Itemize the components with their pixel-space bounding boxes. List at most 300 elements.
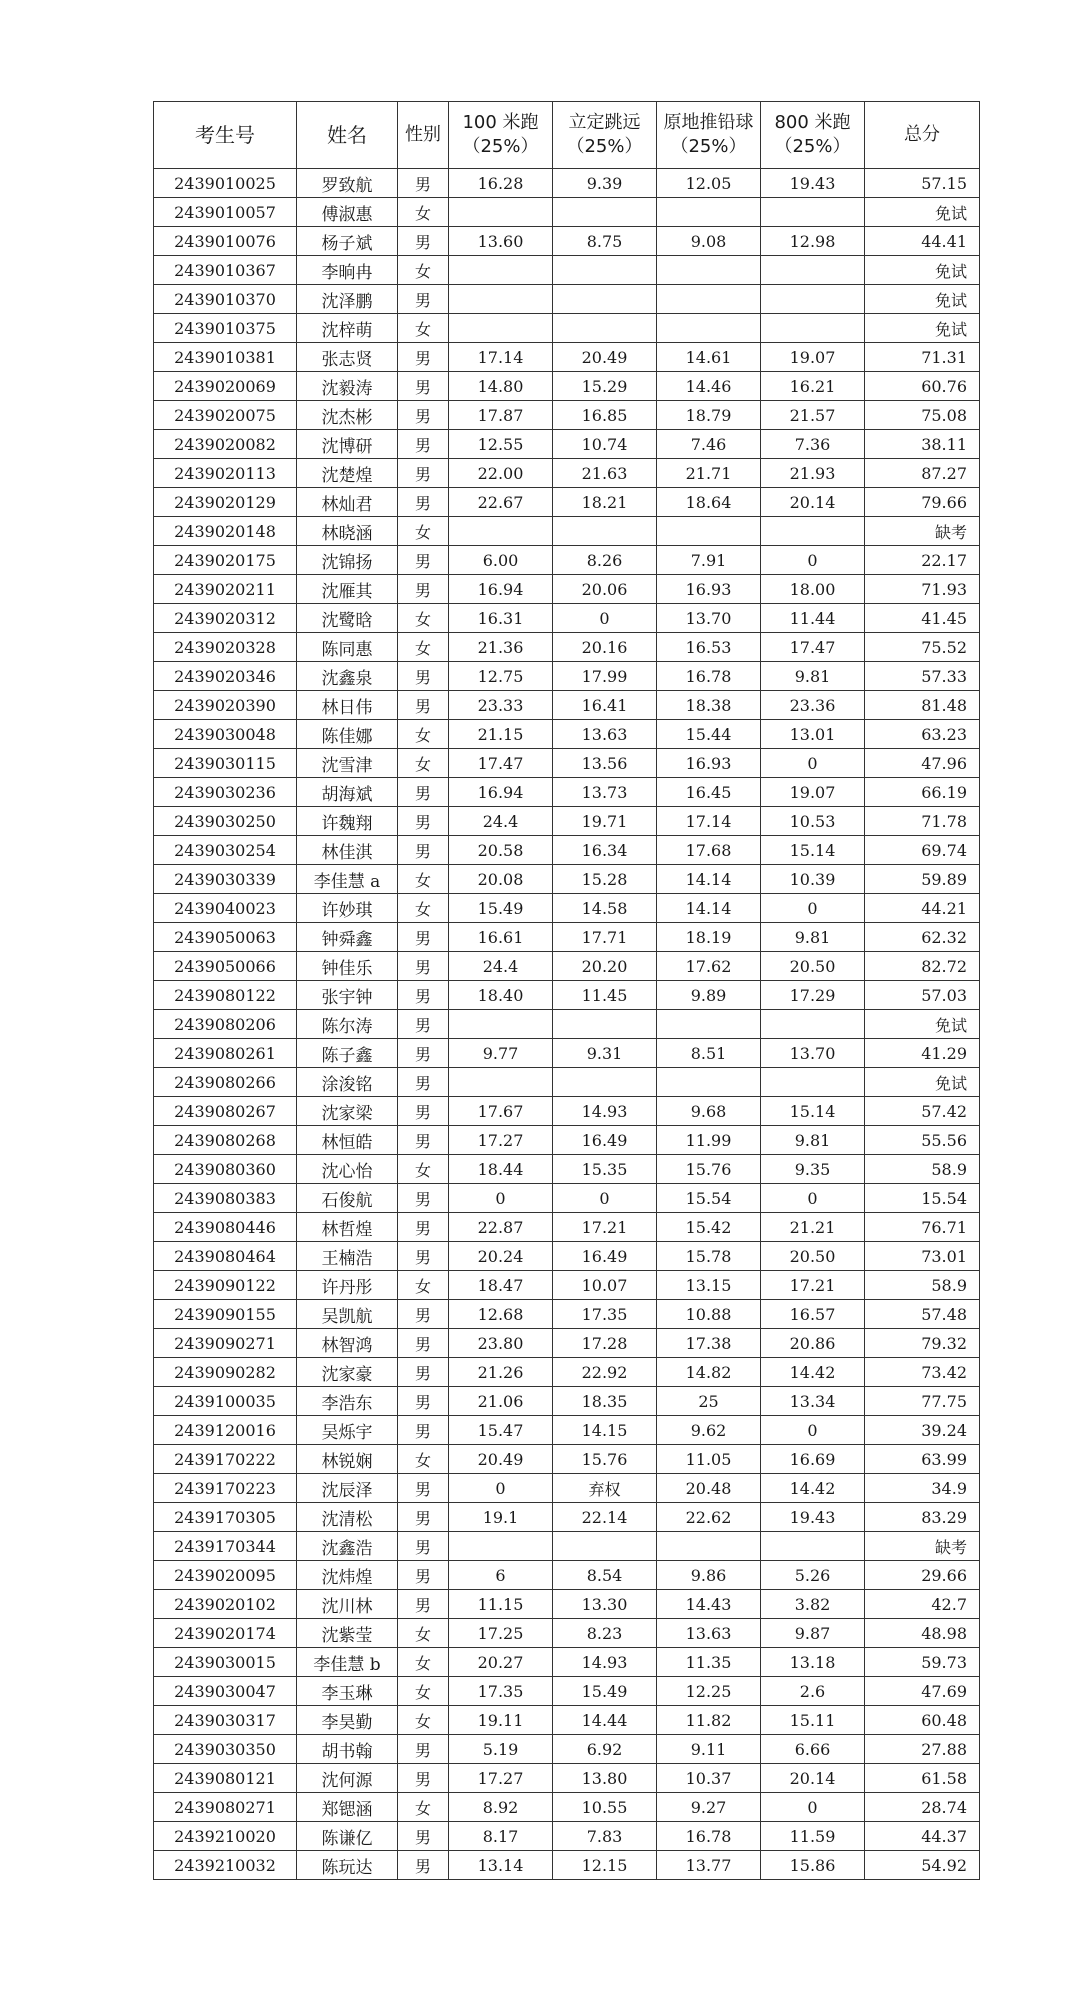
run100-cell: 17.14 xyxy=(449,343,553,372)
name-cell: 张志贤 xyxy=(297,343,398,372)
table-row xyxy=(154,1155,980,1184)
candidate-id-cell: 2439030115 xyxy=(154,749,297,778)
total-cell: 免试 xyxy=(865,1068,980,1097)
table-row xyxy=(154,807,980,836)
run800-cell: 0 xyxy=(761,1184,865,1213)
table-row xyxy=(154,981,980,1010)
jump-cell xyxy=(553,256,657,285)
total-cell: 81.48 xyxy=(865,691,980,720)
table-row xyxy=(154,343,980,372)
gender-cell: 女 xyxy=(398,604,449,633)
jump-cell: 0 xyxy=(553,604,657,633)
gender-cell: 女 xyxy=(398,720,449,749)
gender-cell: 男 xyxy=(398,1764,449,1793)
total-cell: 54.92 xyxy=(865,1851,980,1880)
candidate-id-cell: 2439020129 xyxy=(154,488,297,517)
shot-put-cell: 10.37 xyxy=(657,1764,761,1793)
shot-put-cell: 14.46 xyxy=(657,372,761,401)
gender-cell: 女 xyxy=(398,865,449,894)
total-cell: 57.03 xyxy=(865,981,980,1010)
run800-cell: 0 xyxy=(761,1416,865,1445)
header-name: 姓名 xyxy=(297,102,398,169)
run100-cell: 0 xyxy=(449,1184,553,1213)
gender-cell: 女 xyxy=(398,256,449,285)
name-cell: 胡书翰 xyxy=(297,1735,398,1764)
run800-cell: 20.14 xyxy=(761,1764,865,1793)
total-cell: 83.29 xyxy=(865,1503,980,1532)
gender-cell: 男 xyxy=(398,285,449,314)
table-row xyxy=(154,314,980,343)
run800-cell: 18.00 xyxy=(761,575,865,604)
gender-cell: 男 xyxy=(398,1851,449,1880)
total-cell: 71.78 xyxy=(865,807,980,836)
total-cell: 60.76 xyxy=(865,372,980,401)
run800-cell xyxy=(761,517,865,546)
candidate-id-cell: 2439080266 xyxy=(154,1068,297,1097)
total-cell: 87.27 xyxy=(865,459,980,488)
name-cell: 陈佳娜 xyxy=(297,720,398,749)
total-cell: 82.72 xyxy=(865,952,980,981)
table-row xyxy=(154,1416,980,1445)
gender-cell: 男 xyxy=(398,1416,449,1445)
candidate-id-cell: 2439030250 xyxy=(154,807,297,836)
run100-cell: 17.87 xyxy=(449,401,553,430)
table-header xyxy=(154,102,980,169)
shot-put-cell: 14.82 xyxy=(657,1358,761,1387)
candidate-id-cell: 2439010076 xyxy=(154,227,297,256)
run800-cell: 10.39 xyxy=(761,865,865,894)
table-row xyxy=(154,1184,980,1213)
candidate-id-cell: 2439170344 xyxy=(154,1532,297,1561)
shot-put-cell: 13.77 xyxy=(657,1851,761,1880)
shot-put-cell: 9.89 xyxy=(657,981,761,1010)
shot-put-cell: 15.78 xyxy=(657,1242,761,1271)
candidate-id-cell: 2439010057 xyxy=(154,198,297,227)
jump-cell: 14.44 xyxy=(553,1706,657,1735)
jump-cell: 22.92 xyxy=(553,1358,657,1387)
run800-cell: 17.21 xyxy=(761,1271,865,1300)
table-row xyxy=(154,1329,980,1358)
run100-cell: 16.31 xyxy=(449,604,553,633)
jump-cell: 6.92 xyxy=(553,1735,657,1764)
shot-put-cell: 15.54 xyxy=(657,1184,761,1213)
shot-put-cell: 22.62 xyxy=(657,1503,761,1532)
name-cell: 林日伟 xyxy=(297,691,398,720)
candidate-id-cell: 2439120016 xyxy=(154,1416,297,1445)
run100-cell: 21.26 xyxy=(449,1358,553,1387)
run800-cell: 13.34 xyxy=(761,1387,865,1416)
candidate-id-cell: 2439010025 xyxy=(154,169,297,198)
shot-put-cell: 17.14 xyxy=(657,807,761,836)
total-cell: 44.41 xyxy=(865,227,980,256)
run100-cell xyxy=(449,517,553,546)
candidate-id-cell: 2439080464 xyxy=(154,1242,297,1271)
total-cell: 79.66 xyxy=(865,488,980,517)
score-table xyxy=(153,101,980,1880)
run800-cell: 14.42 xyxy=(761,1474,865,1503)
table-row xyxy=(154,1097,980,1126)
run800-cell: 13.18 xyxy=(761,1648,865,1677)
gender-cell: 男 xyxy=(398,1503,449,1532)
total-cell: 59.73 xyxy=(865,1648,980,1677)
gender-cell: 男 xyxy=(398,227,449,256)
table-row xyxy=(154,633,980,662)
table-row xyxy=(154,1677,980,1706)
run100-cell: 6.00 xyxy=(449,546,553,575)
run800-cell: 16.21 xyxy=(761,372,865,401)
candidate-id-cell: 2439090155 xyxy=(154,1300,297,1329)
total-cell: 79.32 xyxy=(865,1329,980,1358)
run800-cell: 3.82 xyxy=(761,1590,865,1619)
name-cell: 傅淑惠 xyxy=(297,198,398,227)
jump-cell: 16.49 xyxy=(553,1126,657,1155)
name-cell: 罗致航 xyxy=(297,169,398,198)
run100-cell: 18.47 xyxy=(449,1271,553,1300)
total-cell: 42.7 xyxy=(865,1590,980,1619)
shot-put-cell xyxy=(657,198,761,227)
name-cell: 吴凯航 xyxy=(297,1300,398,1329)
total-cell: 41.45 xyxy=(865,604,980,633)
jump-cell: 8.23 xyxy=(553,1619,657,1648)
total-cell: 22.17 xyxy=(865,546,980,575)
run800-cell: 15.86 xyxy=(761,1851,865,1880)
jump-cell: 15.28 xyxy=(553,865,657,894)
gender-cell: 男 xyxy=(398,923,449,952)
shot-put-cell: 16.53 xyxy=(657,633,761,662)
shot-put-cell xyxy=(657,517,761,546)
jump-cell xyxy=(553,285,657,314)
total-cell: 免试 xyxy=(865,1010,980,1039)
header-shot-put: 原地推铅球（25%） xyxy=(657,102,761,169)
total-cell: 77.75 xyxy=(865,1387,980,1416)
shot-put-cell: 16.93 xyxy=(657,575,761,604)
run100-cell: 23.33 xyxy=(449,691,553,720)
jump-cell: 20.49 xyxy=(553,343,657,372)
gender-cell: 男 xyxy=(398,343,449,372)
run100-cell: 23.80 xyxy=(449,1329,553,1358)
name-cell: 李浩东 xyxy=(297,1387,398,1416)
name-cell: 林锐娴 xyxy=(297,1445,398,1474)
jump-cell: 9.31 xyxy=(553,1039,657,1068)
table-row xyxy=(154,488,980,517)
run800-cell: 0 xyxy=(761,546,865,575)
shot-put-cell: 11.35 xyxy=(657,1648,761,1677)
shot-put-cell: 25 xyxy=(657,1387,761,1416)
table-row xyxy=(154,1068,980,1097)
name-cell: 沈毅涛 xyxy=(297,372,398,401)
jump-cell: 15.29 xyxy=(553,372,657,401)
shot-put-cell: 20.48 xyxy=(657,1474,761,1503)
shot-put-cell: 15.42 xyxy=(657,1213,761,1242)
jump-cell: 0 xyxy=(553,1184,657,1213)
shot-put-cell: 16.78 xyxy=(657,662,761,691)
gender-cell: 男 xyxy=(398,1242,449,1271)
candidate-id-cell: 2439080360 xyxy=(154,1155,297,1184)
shot-put-cell: 14.14 xyxy=(657,894,761,923)
shot-put-cell: 17.62 xyxy=(657,952,761,981)
total-cell: 29.66 xyxy=(865,1561,980,1590)
candidate-id-cell: 2439080267 xyxy=(154,1097,297,1126)
table-row xyxy=(154,1648,980,1677)
run800-cell: 14.42 xyxy=(761,1358,865,1387)
total-cell: 73.42 xyxy=(865,1358,980,1387)
jump-cell: 19.71 xyxy=(553,807,657,836)
table-row xyxy=(154,1271,980,1300)
gender-cell: 女 xyxy=(398,1271,449,1300)
candidate-id-cell: 2439020113 xyxy=(154,459,297,488)
name-cell: 沈泽鹏 xyxy=(297,285,398,314)
jump-cell: 10.74 xyxy=(553,430,657,459)
run100-cell: 16.94 xyxy=(449,575,553,604)
total-cell: 75.08 xyxy=(865,401,980,430)
candidate-id-cell: 2439020069 xyxy=(154,372,297,401)
jump-cell: 20.20 xyxy=(553,952,657,981)
jump-cell: 16.34 xyxy=(553,836,657,865)
run100-cell: 17.27 xyxy=(449,1126,553,1155)
run100-cell: 19.1 xyxy=(449,1503,553,1532)
candidate-id-cell: 2439080446 xyxy=(154,1213,297,1242)
jump-cell: 13.30 xyxy=(553,1590,657,1619)
gender-cell: 男 xyxy=(398,1735,449,1764)
run100-cell xyxy=(449,1010,553,1039)
table-body xyxy=(154,169,980,1880)
run800-cell xyxy=(761,256,865,285)
run800-cell: 17.47 xyxy=(761,633,865,662)
jump-cell xyxy=(553,1010,657,1039)
table-row xyxy=(154,1242,980,1271)
shot-put-cell: 9.86 xyxy=(657,1561,761,1590)
table-row xyxy=(154,1358,980,1387)
gender-cell: 男 xyxy=(398,430,449,459)
shot-put-cell: 14.14 xyxy=(657,865,761,894)
gender-cell: 男 xyxy=(398,1561,449,1590)
jump-cell: 15.76 xyxy=(553,1445,657,1474)
name-cell: 许丹彤 xyxy=(297,1271,398,1300)
run100-cell: 20.08 xyxy=(449,865,553,894)
jump-cell: 17.71 xyxy=(553,923,657,952)
name-cell: 林恒皓 xyxy=(297,1126,398,1155)
table-row xyxy=(154,1532,980,1561)
shot-put-cell: 11.99 xyxy=(657,1126,761,1155)
gender-cell: 男 xyxy=(398,169,449,198)
run100-cell: 16.28 xyxy=(449,169,553,198)
jump-cell: 8.54 xyxy=(553,1561,657,1590)
name-cell: 石俊航 xyxy=(297,1184,398,1213)
name-cell: 沈博研 xyxy=(297,430,398,459)
jump-cell: 22.14 xyxy=(553,1503,657,1532)
name-cell: 李佳慧 a xyxy=(297,865,398,894)
candidate-id-cell: 2439210032 xyxy=(154,1851,297,1880)
jump-cell: 弃权 xyxy=(553,1474,657,1503)
shot-put-cell: 7.46 xyxy=(657,430,761,459)
total-cell: 15.54 xyxy=(865,1184,980,1213)
table-row xyxy=(154,517,980,546)
shot-put-cell: 7.91 xyxy=(657,546,761,575)
gender-cell: 男 xyxy=(398,546,449,575)
run100-cell: 9.77 xyxy=(449,1039,553,1068)
shot-put-cell: 14.43 xyxy=(657,1590,761,1619)
candidate-id-cell: 2439040023 xyxy=(154,894,297,923)
name-cell: 钟佳乐 xyxy=(297,952,398,981)
shot-put-cell: 15.76 xyxy=(657,1155,761,1184)
name-cell: 陈谦亿 xyxy=(297,1822,398,1851)
run100-cell: 12.68 xyxy=(449,1300,553,1329)
table-row xyxy=(154,604,980,633)
shot-put-cell: 9.68 xyxy=(657,1097,761,1126)
candidate-id-cell: 2439210020 xyxy=(154,1822,297,1851)
run100-cell: 22.67 xyxy=(449,488,553,517)
name-cell: 沈紫莹 xyxy=(297,1619,398,1648)
table-row xyxy=(154,430,980,459)
total-cell: 44.21 xyxy=(865,894,980,923)
header-800m-run: 800 米跑（25%） xyxy=(761,102,865,169)
gender-cell: 男 xyxy=(398,691,449,720)
run100-cell: 21.06 xyxy=(449,1387,553,1416)
candidate-id-cell: 2439090282 xyxy=(154,1358,297,1387)
table-row xyxy=(154,372,980,401)
run800-cell xyxy=(761,285,865,314)
candidate-id-cell: 2439020082 xyxy=(154,430,297,459)
run100-cell: 20.58 xyxy=(449,836,553,865)
shot-put-cell: 9.08 xyxy=(657,227,761,256)
name-cell: 沈家梁 xyxy=(297,1097,398,1126)
total-cell: 73.01 xyxy=(865,1242,980,1271)
table-row xyxy=(154,1445,980,1474)
candidate-id-cell: 2439030047 xyxy=(154,1677,297,1706)
shot-put-cell xyxy=(657,1532,761,1561)
table-row xyxy=(154,720,980,749)
name-cell: 沈梓萌 xyxy=(297,314,398,343)
gender-cell: 男 xyxy=(398,1126,449,1155)
name-cell: 胡海斌 xyxy=(297,778,398,807)
run800-cell: 10.53 xyxy=(761,807,865,836)
run800-cell: 9.81 xyxy=(761,662,865,691)
jump-cell: 10.07 xyxy=(553,1271,657,1300)
table-row xyxy=(154,1300,980,1329)
name-cell: 许魏翔 xyxy=(297,807,398,836)
run800-cell: 19.07 xyxy=(761,778,865,807)
gender-cell: 男 xyxy=(398,1329,449,1358)
jump-cell: 20.16 xyxy=(553,633,657,662)
table-row xyxy=(154,836,980,865)
run800-cell: 21.21 xyxy=(761,1213,865,1242)
table-row xyxy=(154,1764,980,1793)
candidate-id-cell: 2439010375 xyxy=(154,314,297,343)
candidate-id-cell: 2439010370 xyxy=(154,285,297,314)
candidate-id-cell: 2439030350 xyxy=(154,1735,297,1764)
table-row xyxy=(154,256,980,285)
shot-put-cell xyxy=(657,314,761,343)
gender-cell: 男 xyxy=(398,372,449,401)
table-row xyxy=(154,952,980,981)
header-standing-long-jump: 立定跳远（25%） xyxy=(553,102,657,169)
candidate-id-cell: 2439050063 xyxy=(154,923,297,952)
shot-put-cell: 9.27 xyxy=(657,1793,761,1822)
run800-cell xyxy=(761,198,865,227)
name-cell: 吴烁宇 xyxy=(297,1416,398,1445)
name-cell: 沈炜煌 xyxy=(297,1561,398,1590)
name-cell: 钟舜鑫 xyxy=(297,923,398,952)
name-cell: 沈鑫泉 xyxy=(297,662,398,691)
run100-cell: 22.00 xyxy=(449,459,553,488)
candidate-id-cell: 2439020148 xyxy=(154,517,297,546)
table-row xyxy=(154,1213,980,1242)
candidate-id-cell: 2439020075 xyxy=(154,401,297,430)
run100-cell: 8.92 xyxy=(449,1793,553,1822)
gender-cell: 男 xyxy=(398,488,449,517)
gender-cell: 男 xyxy=(398,575,449,604)
table-row xyxy=(154,1010,980,1039)
total-cell: 71.93 xyxy=(865,575,980,604)
gender-cell: 女 xyxy=(398,1155,449,1184)
run800-cell: 11.59 xyxy=(761,1822,865,1851)
jump-cell: 14.93 xyxy=(553,1648,657,1677)
candidate-id-cell: 2439170222 xyxy=(154,1445,297,1474)
table-row xyxy=(154,546,980,575)
shot-put-cell: 13.63 xyxy=(657,1619,761,1648)
shot-put-cell: 11.82 xyxy=(657,1706,761,1735)
run800-cell: 16.69 xyxy=(761,1445,865,1474)
total-cell: 免试 xyxy=(865,198,980,227)
run800-cell: 2.6 xyxy=(761,1677,865,1706)
table-row xyxy=(154,1561,980,1590)
name-cell: 沈川林 xyxy=(297,1590,398,1619)
total-cell: 60.48 xyxy=(865,1706,980,1735)
table-row xyxy=(154,1474,980,1503)
shot-put-cell: 8.51 xyxy=(657,1039,761,1068)
run100-cell: 5.19 xyxy=(449,1735,553,1764)
name-cell: 涂浚铭 xyxy=(297,1068,398,1097)
gender-cell: 女 xyxy=(398,198,449,227)
jump-cell xyxy=(553,1068,657,1097)
run100-cell xyxy=(449,256,553,285)
shot-put-cell: 13.15 xyxy=(657,1271,761,1300)
shot-put-cell: 12.05 xyxy=(657,169,761,198)
gender-cell: 男 xyxy=(398,1387,449,1416)
gender-cell: 男 xyxy=(398,1213,449,1242)
gender-cell: 男 xyxy=(398,1358,449,1387)
name-cell: 王楠浩 xyxy=(297,1242,398,1271)
run100-cell xyxy=(449,1068,553,1097)
shot-put-cell: 18.38 xyxy=(657,691,761,720)
table-row xyxy=(154,1619,980,1648)
candidate-id-cell: 2439020174 xyxy=(154,1619,297,1648)
run800-cell: 20.50 xyxy=(761,1242,865,1271)
run100-cell: 17.47 xyxy=(449,749,553,778)
header-gender: 性别 xyxy=(398,102,449,169)
candidate-id-cell: 2439090122 xyxy=(154,1271,297,1300)
table-row xyxy=(154,662,980,691)
jump-cell: 14.58 xyxy=(553,894,657,923)
total-cell: 55.56 xyxy=(865,1126,980,1155)
candidate-id-cell: 2439010367 xyxy=(154,256,297,285)
run100-cell: 12.75 xyxy=(449,662,553,691)
run800-cell: 23.36 xyxy=(761,691,865,720)
candidate-id-cell: 2439080261 xyxy=(154,1039,297,1068)
total-cell: 63.23 xyxy=(865,720,980,749)
run800-cell: 15.11 xyxy=(761,1706,865,1735)
gender-cell: 男 xyxy=(398,1068,449,1097)
candidate-id-cell: 2439020095 xyxy=(154,1561,297,1590)
header-candidate-id: 考生号 xyxy=(154,102,297,169)
name-cell: 沈家豪 xyxy=(297,1358,398,1387)
candidate-id-cell: 2439020102 xyxy=(154,1590,297,1619)
jump-cell: 16.41 xyxy=(553,691,657,720)
run100-cell: 18.40 xyxy=(449,981,553,1010)
candidate-id-cell: 2439090271 xyxy=(154,1329,297,1358)
total-cell: 76.71 xyxy=(865,1213,980,1242)
candidate-id-cell: 2439030236 xyxy=(154,778,297,807)
